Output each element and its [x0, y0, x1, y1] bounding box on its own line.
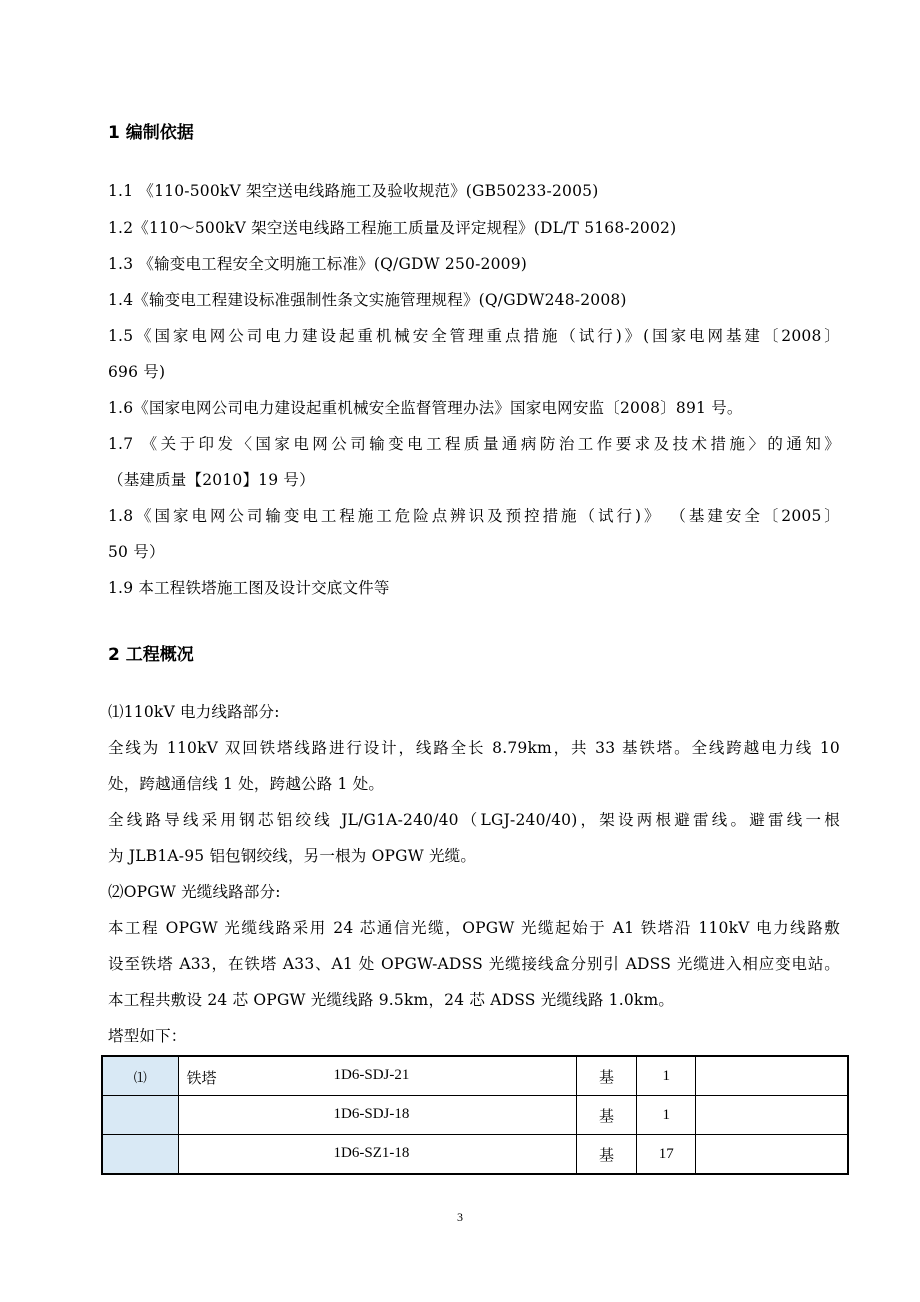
ref-item-1-1: 1.1 《110-500kV 架空送电线路施工及验收规范》(GB50233-2005) [108, 182, 599, 200]
tower-name-cell [178, 1096, 576, 1135]
tower-model: 1D6-SZ1-18 [333, 1145, 410, 1161]
quantity-cell: 1 [637, 1056, 696, 1096]
table-row [102, 1096, 848, 1135]
tower-name-cell [178, 1135, 576, 1175]
tower-name-cell [178, 1056, 576, 1096]
ref-item-1-4: 1.4《输变电工程建设标准强制性条文实施管理规程》(Q/GDW248-2008) [108, 291, 627, 309]
unit-cell: 基 [576, 1135, 637, 1175]
overview-line-9: 本工程共敷设 24 芯 OPGW 光缆线路 9.5km，24 芯 ADSS 光缆线路 1.0km。 [108, 991, 675, 1009]
tower-model: 1D6-SDJ-21 [333, 1067, 410, 1083]
page-number: 3 [457, 1210, 463, 1224]
ref-item-1-8-cont: 50 号） [108, 543, 165, 561]
tower-model: 1D6-SDJ-18 [333, 1106, 410, 1122]
ref-item-1-9: 1.9 本工程铁塔施工图及设计交底文件等 [108, 579, 390, 597]
overview-line-6: ⑵OPGW 光缆线路部分: [108, 883, 281, 901]
table-row [102, 1135, 848, 1175]
ref-item-1-5-cont: 696 号) [108, 363, 166, 381]
tower-category: 铁塔 [186, 1071, 217, 1087]
overview-line-4: 全线路导线采用钢芯铝绞线 JL/G1A-240/40（LGJ-240/40)，架设两根避雷线。避雷线一根 [108, 811, 840, 829]
row-index [102, 1135, 178, 1175]
overview-line-8: 设至铁塔 A33，在铁塔 A33、A1 处 OPGW-ADSS 光缆接线盒分别引 ADSS 光缆进入相应变电站。 [108, 955, 840, 973]
note-cell [696, 1135, 848, 1175]
quantity-cell: 17 [637, 1135, 696, 1175]
ref-item-1-5: 1.5《国家电网公司电力建设起重机械安全管理重点措施（试行)》(国家电网基建〔2008〕 [108, 327, 840, 345]
ref-item-1-6: 1.6《国家电网公司电力建设起重机械安全监督管理办法》国家电网安监〔2008〕891 号。 [108, 399, 743, 417]
section-1-heading: 1 编制依据 [108, 123, 194, 143]
overview-line-1: ⑴110kV 电力线路部分: [108, 703, 280, 721]
overview-line-7: 本工程 OPGW 光缆线路采用 24 芯通信光缆，OPGW 光缆起始于 A1 铁塔沿 110kV 电力线路敷 [108, 919, 840, 937]
row-index [102, 1096, 178, 1135]
tower-type-table [101, 1055, 849, 1175]
overview-line-2: 全线为 110kV 双回铁塔线路进行设计，线路全长 8.79km，共 33 基铁塔。全线跨越电力线 10 [108, 739, 840, 757]
ref-item-1-8: 1.8《国家电网公司输变电工程施工危险点辨识及预控措施（试行)》 （基建安全〔2005〕 [108, 507, 840, 525]
note-cell [696, 1096, 848, 1135]
note-cell [696, 1056, 848, 1096]
overview-line-3: 处，跨越通信线 1 处，跨越公路 1 处。 [108, 775, 385, 793]
unit-cell: 基 [576, 1096, 637, 1135]
ref-item-1-7: 1.7 《关于印发〈国家电网公司输变电工程质量通病防治工作要求及技术措施〉的通知》 [108, 435, 840, 453]
row-index: ⑴ [102, 1056, 178, 1096]
table-row [102, 1056, 848, 1096]
unit-cell: 基 [576, 1056, 637, 1096]
ref-item-1-3: 1.3 《输变电工程安全文明施工标准》(Q/GDW 250-2009) [108, 255, 528, 273]
ref-item-1-2: 1.2《110～500kV 架空送电线路工程施工质量及评定规程》(DL/T 5168-2002) [108, 219, 677, 237]
ref-item-1-7-cont: （基建质量【2010】19 号） [108, 471, 315, 489]
quantity-cell: 1 [637, 1096, 696, 1135]
section-2-heading: 2 工程概况 [108, 645, 194, 665]
overview-line-10: 塔型如下： [108, 1027, 187, 1045]
overview-line-5: 为 JLB1A-95 铝包钢绞线，另一根为 OPGW 光缆。 [108, 847, 477, 865]
